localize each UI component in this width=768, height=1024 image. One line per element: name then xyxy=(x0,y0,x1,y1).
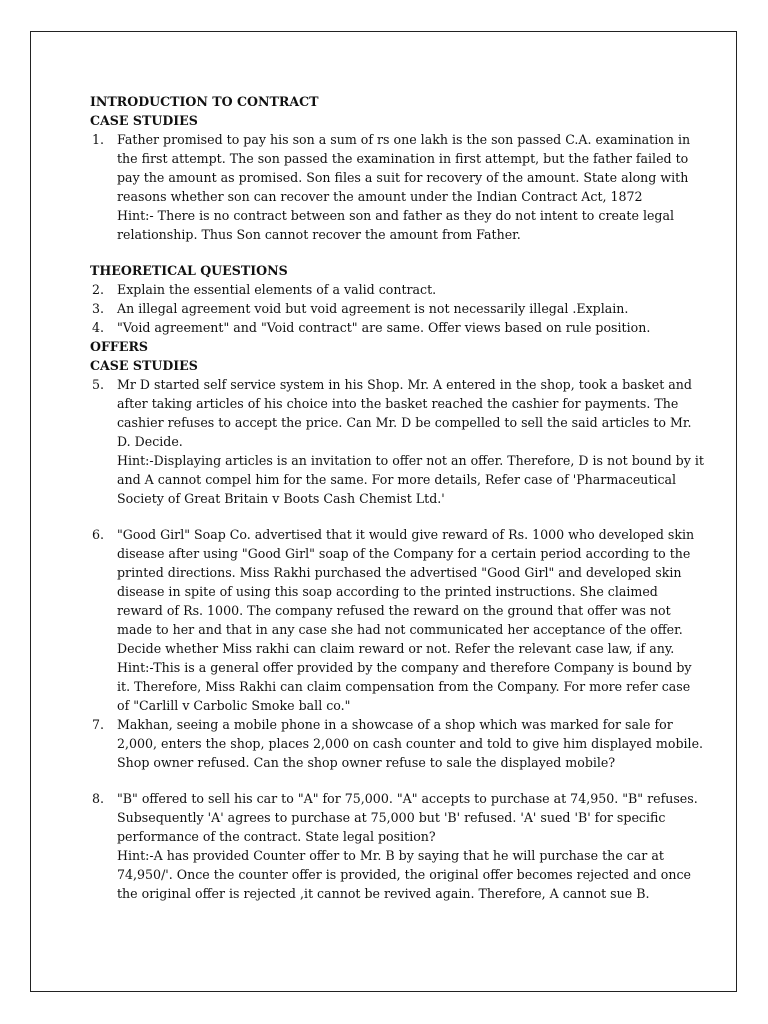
item-number: 1. xyxy=(92,132,105,147)
item-text: "B" offered to sell his car to "A" for 75,000. "A" accepts to purchase at 74,950. "B" refuses. Subsequently 'A' agrees to purchase at 75,000 but 'B' refused. 'A' sued 'B' for specific performance of the contract. State legal position? xyxy=(117,791,698,844)
item-text: "Good Girl" Soap Co. advertised that it would give reward of Rs. 1000 who developed skin disease after using "Good Girl" soap of the Company for a certain period according to the printed directions. Miss Rakhi purchased the advertised "Good Girl" and developed skin disease in spite of using this soap according to the printed instructions. She claimed reward of Rs. 1000. The company refused the reward on the ground that offer was not made to her and that in any case she had not communicated her acceptance of the offer. xyxy=(117,527,695,637)
item-text: Explain the essential elements of a valid contract. xyxy=(117,282,437,297)
case-studies-heading: CASE STUDIES xyxy=(90,113,198,128)
document-content xyxy=(90,92,705,903)
item-number: 3. xyxy=(92,301,105,316)
list-item xyxy=(90,299,705,318)
list-item xyxy=(90,130,705,244)
item-hint: Hint:- There is no contract between son and father as they do not intent to create legal relationship. Thus Son cannot recover the amount from Father. xyxy=(117,208,675,242)
item-text: Decide whether Miss rakhi can claim reward or not. Refer the relevant case law, if any. xyxy=(117,641,675,656)
item-number: 7. xyxy=(92,717,105,732)
list-item xyxy=(90,715,705,772)
item-number: 8. xyxy=(92,791,105,806)
list-item xyxy=(90,375,705,508)
item-number: 2. xyxy=(92,282,105,297)
intro-title: INTRODUCTION TO CONTRACT xyxy=(90,94,319,109)
item-hint: Hint:-This is a general offer provided by the company and therefore Company is bound by it. Therefore, Miss Rakhi can claim compensation from the Company. For more refer case of "Carlill v Carbolic Smoke ball co." xyxy=(117,660,692,713)
item-number: 5. xyxy=(92,377,105,392)
offers-heading: OFFERS xyxy=(90,339,149,354)
theoretical-questions-heading: THEORETICAL QUESTIONS xyxy=(90,263,288,278)
item-number: 4. xyxy=(92,320,105,335)
item-text: Father promised to pay his son a sum of rs one lakh is the son passed C.A. examination in the first attempt. The son passed the examination in first attempt, but the father failed to pay the amount as promised. Son files a suit for recovery of the amount. State along with reasons whether son can recover the amount under the Indian Contract Act, 1872 xyxy=(117,132,691,204)
case-studies-heading: CASE STUDIES xyxy=(90,358,198,373)
list-item xyxy=(90,789,705,903)
item-text: An illegal agreement void but void agreement is not necessarily illegal .Explain. xyxy=(117,301,629,316)
list-item xyxy=(90,525,705,715)
list-item xyxy=(90,318,705,337)
item-text: Makhan, seeing a mobile phone in a showcase of a shop which was marked for sale for 2,000, enters the shop, places 2,000 on cash counter and told to give him displayed mobile. Shop owner refused. Can the shop owner refuse to sale the displayed mobile? xyxy=(117,717,704,770)
item-text: "Void agreement" and "Void contract" are same. Offer views based on rule position. xyxy=(117,320,651,335)
list-item xyxy=(90,280,705,299)
item-number: 6. xyxy=(92,527,105,542)
item-text: Mr D started self service system in his Shop. Mr. A entered in the shop, took a basket and after taking articles of his choice into the basket reached the cashier for payments. The cashier refuses to accept the price. Can Mr. D be compelled to sell the said articles to Mr. D. Decide. xyxy=(117,377,692,449)
item-hint: Hint:-A has provided Counter offer to Mr. B by saying that he will purchase the car at 74,950/'. Once the counter offer is provided, the original offer becomes rejected and once the original offer is rejected ,it cannot be revived again. Therefore, A cannot sue B. xyxy=(117,848,691,901)
item-hint: Hint:-Displaying articles is an invitation to offer not an offer. Therefore, D is not bound by it and A cannot compel him for the same. For more details, Refer case of 'Pharmaceutical Society of Great Britain v Boots Cash Chemist Ltd.' xyxy=(117,453,704,506)
